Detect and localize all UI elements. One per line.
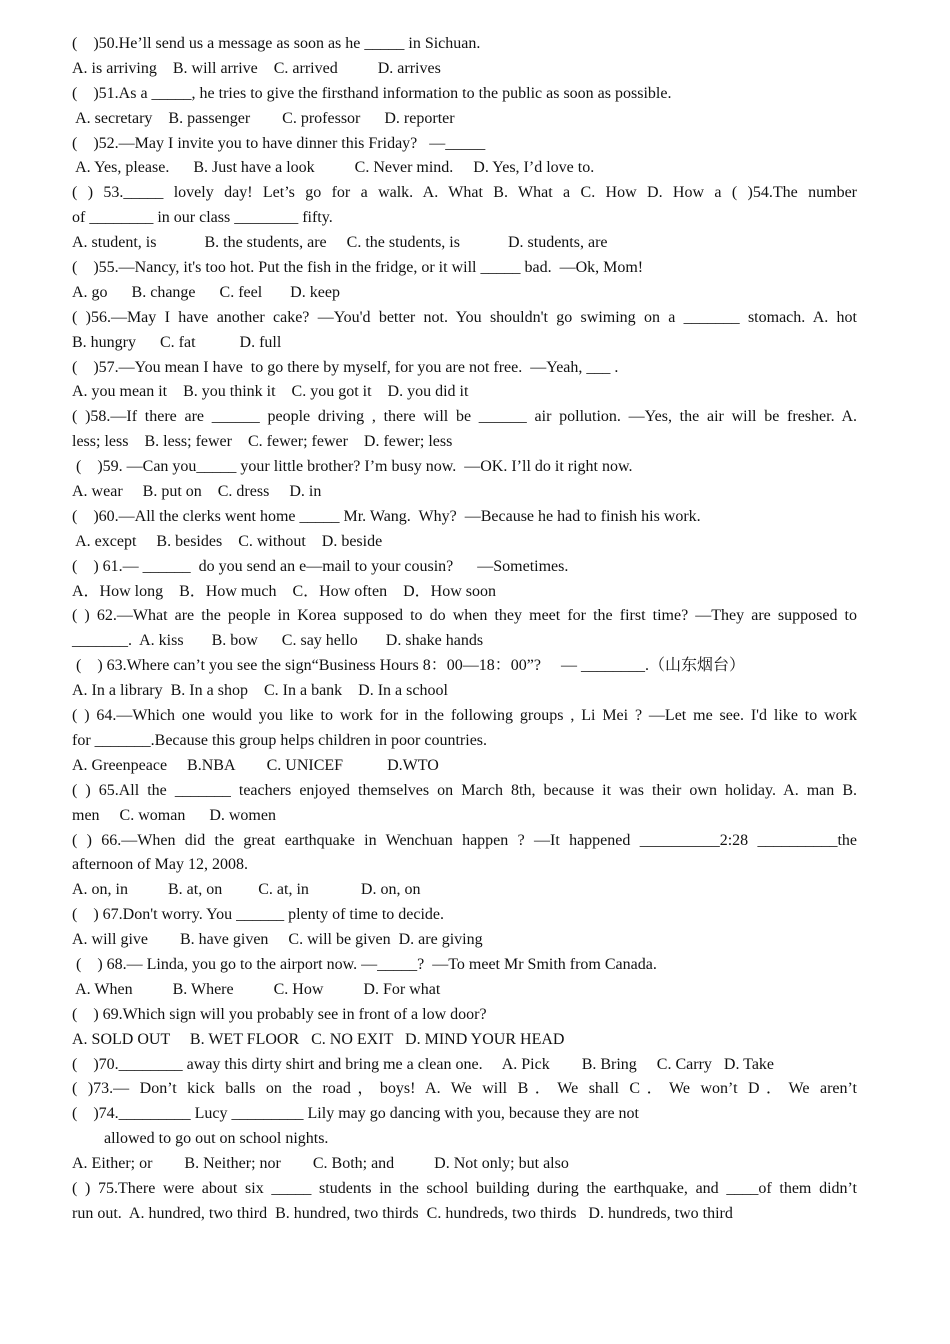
options-60: A. except B. besides C. without D. beside (72, 532, 383, 550)
options-59: A. wear B. put on C. dress D. in (72, 483, 322, 501)
question-68: ( ) 68.— Linda, you go to the airport now. —_____? —To meet Mr Smith from Canada. (72, 955, 657, 973)
question-60: ( )60.—All the clerks went home _____ Mr. Wang. Why? —Because he had to finish his work. (72, 507, 701, 525)
options-62: _______. A. kiss B. bow C. say hello D. shake hands (72, 632, 484, 650)
options-55: A. go B. change C. feel D. keep (72, 283, 340, 301)
options-64: A. Greenpeace B.NBA C. UNICEF D.WTO (72, 756, 439, 774)
question-67: ( ) 67.Don't worry. You ______ plenty of time to decide. (72, 906, 445, 924)
options-69: A. SOLD OUT B. WET FLOOR C. NO EXIT D. MIND YOUR HEAD (72, 1030, 565, 1048)
options-58: less; less B. less; fewer C. fewer; fewer D. fewer; less (72, 433, 453, 451)
question-57: ( )57.—You mean I have to go there by myself, for you are not free. —Yeah, ___ . (72, 358, 619, 376)
options-66: A. on, in B. at, on C. at, in D. on, on (72, 881, 421, 899)
question-74-cont: allowed to go out on school nights. (72, 1130, 329, 1148)
options-54: A. student, is B. the students, are C. the students, is D. students, are (72, 234, 608, 252)
question-64: ( ) 64.—Which one would you like to work for in the following groups , Li Mei ? —Let me see. I'd like to work (72, 707, 857, 725)
options-57: A. you mean it B. you think it C. you got it D. you did it (72, 383, 469, 401)
options-74: A. Either; or B. Neither; nor C. Both; and D. Not only; but also (72, 1155, 569, 1173)
question-65: ( ) 65.All the _______ teachers enjoyed themselves on March 8th, because it was their own holiday. A. man B. (72, 781, 857, 799)
question-61: ( ) 61.— ______ do you send an e—mail to your cousin? —Sometimes. (72, 557, 569, 575)
question-54-cont: of ________ in our class ________ fifty. (72, 209, 333, 227)
options-68: A. When B. Where C. How D. For what (72, 980, 441, 998)
question-73: ( )73.— Don’t kick balls on the road，boys! A. We will B．We shall C．We won’t D．We aren’t (72, 1080, 857, 1098)
question-66-cont: afternoon of May 12, 2008. (72, 856, 248, 874)
question-70: ( )70.________ away this dirty shirt and bring me a clean one. A. Pick B. Bring C. Carry D. Take (72, 1055, 775, 1073)
options-52: A. Yes, please. B. Just have a look C. Never mind. D. Yes, I’d love to. (72, 159, 595, 177)
options-75: run out. A. hundred, two third B. hundred, two thirds C. hundreds, two thirds D. hundreds, two third (72, 1204, 733, 1222)
question-55: ( )55.—Nancy, it's too hot. Put the fish in the fridge, or it will _____ bad. —Ok, Mom! (72, 259, 644, 277)
question-56: ( )56.—May I have another cake? —You'd better not. You shouldn't go swiming on a _______ stomach. A. hot (72, 308, 857, 326)
question-74: ( )74._________ Lucy _________ Lily may go dancing with you, because they are not (72, 1105, 639, 1123)
exam-page (72, 32, 857, 1227)
question-63: ( ) 63.Where can’t you see the sign“Business Hours 8：00—18：00”? — ________.（山东烟台） (72, 657, 745, 675)
question-53-54: ( ) 53._____ lovely day! Let’s go for a walk. A. What B. What a C. How D. How a ( )54.The number (72, 184, 857, 202)
options-51: A. secretary B. passenger C. professor D. reporter (72, 109, 455, 127)
question-75: ( ) 75.There were about six _____ students in the school building during the earthquake, and ____of them didn’t (72, 1179, 857, 1197)
question-66: ( ) 66.—When did the great earthquake in Wenchuan happen ? —It happened __________2:28 __________the (72, 831, 857, 849)
question-51: ( )51.As a _____, he tries to give the firsthand information to the public as soon as possible. (72, 84, 672, 102)
question-69: ( ) 69.Which sign will you probably see in front of a low door? (72, 1005, 487, 1023)
question-50: ( )50.He’ll send us a message as soon as he _____ in Sichuan. (72, 35, 481, 52)
options-63: A. In a library B. In a shop C. In a bank D. In a school (72, 682, 448, 700)
options-67: A. will give B. have given C. will be given D. are giving (72, 931, 483, 949)
question-52: ( )52.—May I invite you to have dinner this Friday? —_____ (72, 134, 486, 152)
options-61: A．How long B．How much C．How often D．How soon (72, 582, 496, 600)
question-62: ( ) 62.—What are the people in Korea supposed to do when they meet for the first time? —They are supposed to (72, 607, 857, 625)
options-50: A. is arriving B. will arrive C. arrived D. arrives (72, 59, 441, 77)
options-56: B. hungry C. fat D. full (72, 333, 282, 351)
options-65: men C. woman D. women (72, 806, 276, 824)
question-58: ( )58.—If there are ______ people driving , there will be ______ air pollution. —Yes, the air will be fresher. A. (72, 408, 857, 426)
question-64-cont: for _______.Because this group helps children in poor countries. (72, 731, 488, 749)
question-59: ( )59. —Can you_____ your little brother? I’m busy now. —OK. I’ll do it right now. (72, 458, 633, 476)
